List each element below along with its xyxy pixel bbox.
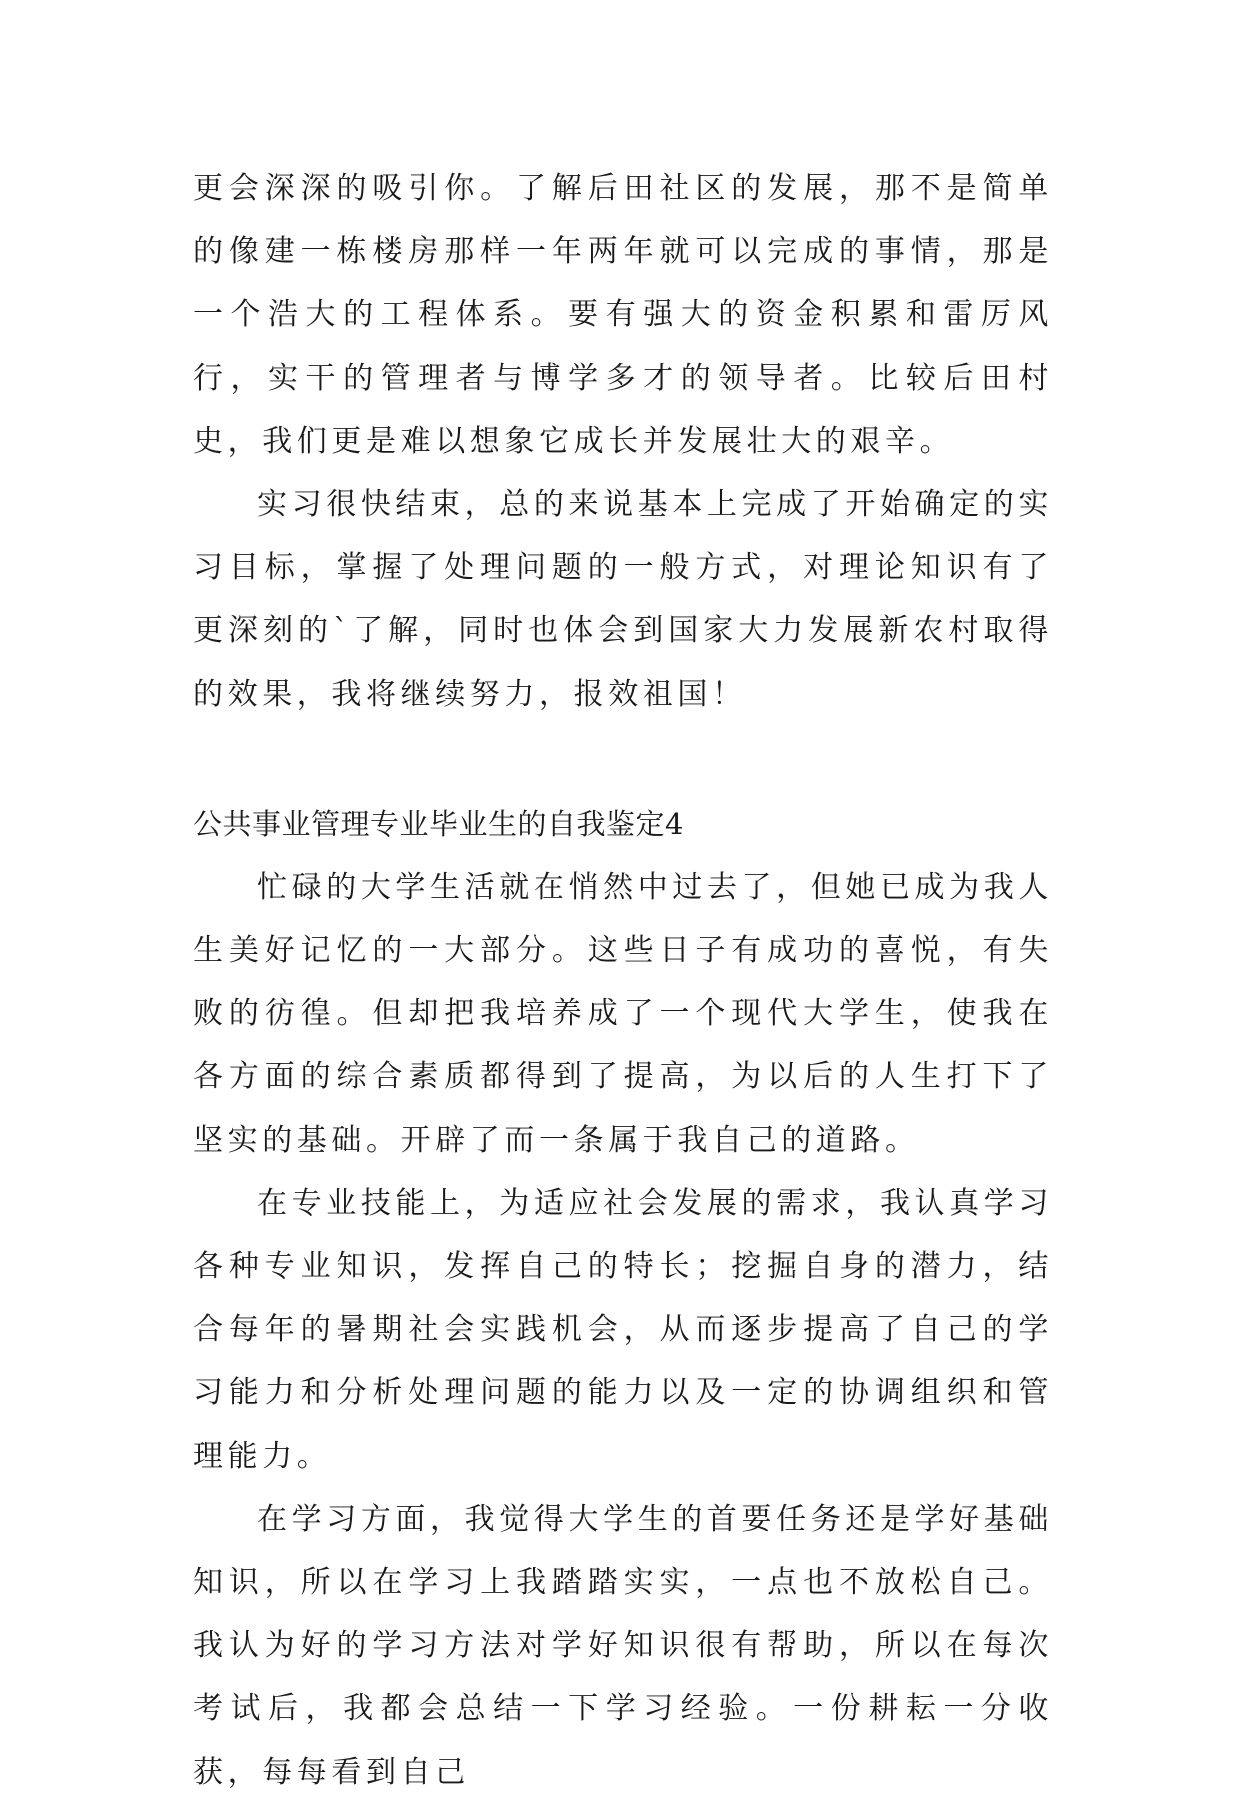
paragraph-college-life: 忙碌的大学生活就在悄然中过去了，但她已成为我人生美好记忆的一大部分。这些日子有成功的喜悦，有失败的彷徨。但却把我培养成了一个现代大学生，使我在各方面的综合素质都得到了提高，为以后的人生打下了坚实的基础。开辟了而一条属于我自己的道路。 — [193, 869, 1053, 1158]
paragraph-professional-skills: 在专业技能上，为适应社会发展的需求，我认真学习各种专业知识，发挥自己的特长；挖掘自身的潜力，结合每年的暑期社会实践机会，从而逐步提高了自己的学习能力和分析处理问题的能力以及一定的协调组织和管理能力。 — [193, 1185, 1053, 1474]
paragraph-internship-summary: 实习很快结束，总的来说基本上完成了开始确定的实习目标，掌握了处理问题的一般方式，对理论知识有了更深刻的`了解，同时也体会到国家大力发展新农村取得的效果，我将继续努力，报效祖国！ — [193, 487, 1053, 712]
section-heading: 公共事业管理专业毕业生的自我鉴定4 — [193, 806, 684, 841]
document-body — [193, 157, 1053, 1804]
paragraph-study: 在学习方面，我觉得大学生的首要任务还是学好基础知识，所以在学习上我踏踏实实，一点也不放松自己。我认为好的学习方法对学好知识很有帮助，所以在每次考试后，我都会总结一下学习经验。一份耕耘一分收获，每每看到自己 — [193, 1501, 1053, 1790]
paragraph-continuation: 更会深深的吸引你。了解后田社区的发展，那不是简单的像建一栋楼房那样一年两年就可以完成的事情，那是一个浩大的工程体系。要有强大的资金积累和雷厉风行，实干的管理者与博学多才的领导者。比较后田村史，我们更是难以想象它成长并发展壮大的艰辛。 — [193, 171, 1053, 459]
